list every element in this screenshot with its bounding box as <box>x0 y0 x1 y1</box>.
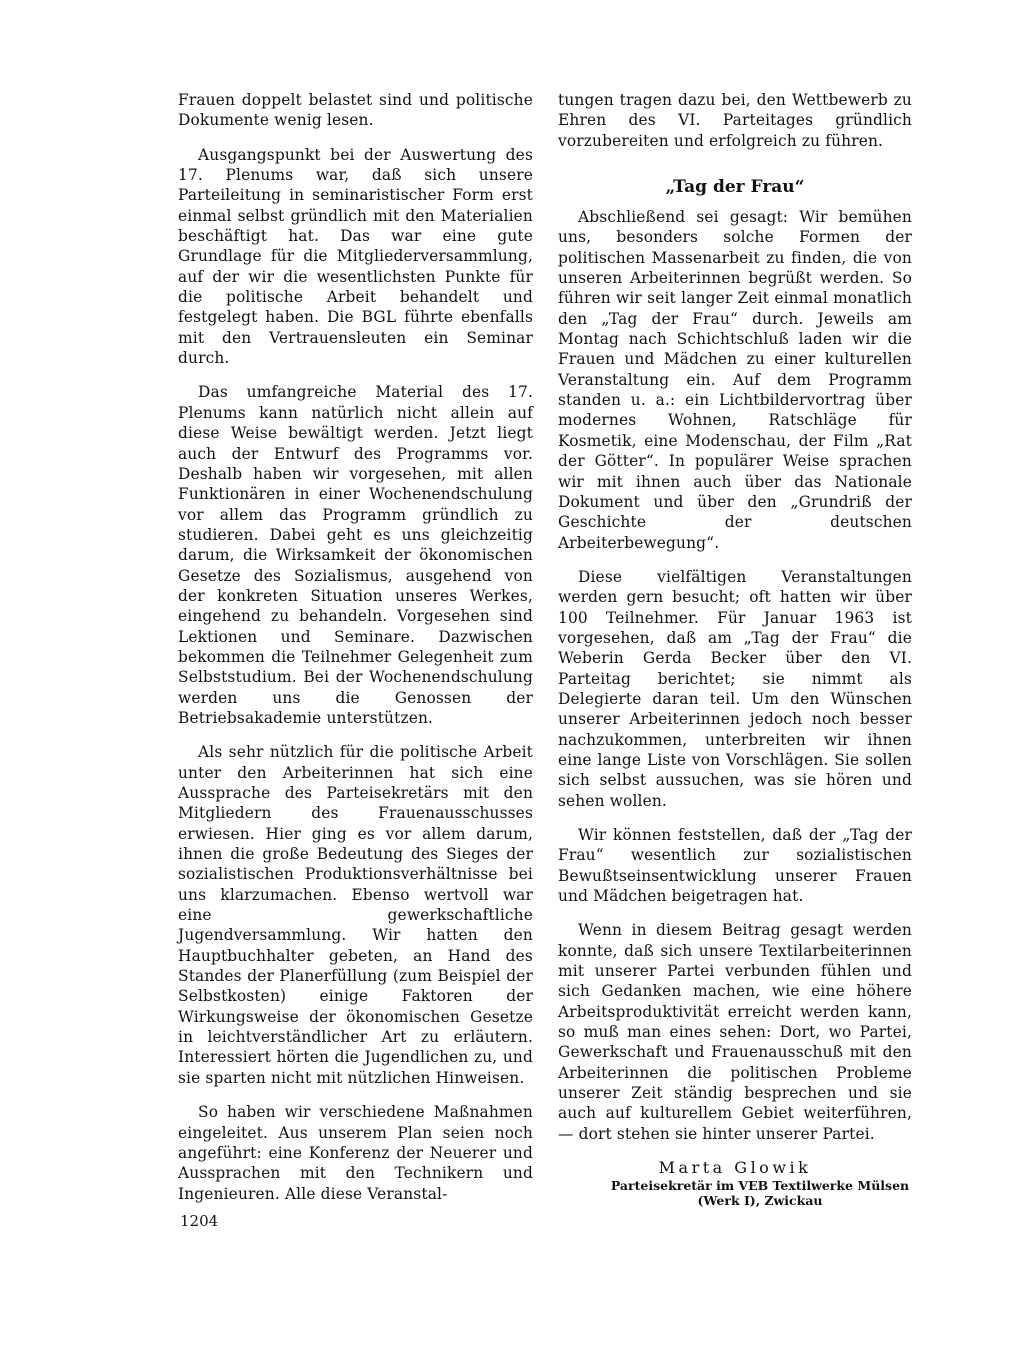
paragraph: Wenn in diesem Beitrag gesagt werden konnte, daß sich unsere Textilarbeiterinnen mit unserer Partei verbunden fühlen und sich Gedanken machen, wie eine höhere Arbeitsproduktivität erreicht werden kann, so muß man eines sehen: Dort, wo Partei, Gewerkschaft und Frauenausschuß mit den Arbeiterinnen die politischen Probleme unserer Zeit ständig besprechen und sie auch auf kulturellem Gebiet weiterführen, — dort stehen sie hinter unserer Partei. <box>558 921 912 1143</box>
paragraph: tungen tragen dazu bei, den Wettbewerb zu Ehren des VI. Parteitages gründlich vorzubereiten und erfolgreich zu führen. <box>558 91 912 150</box>
author-affiliation: (Werk I), Zwickau <box>697 1193 823 1209</box>
paragraph: Wir können feststellen, daß der „Tag der Frau“ wesentlich zur sozialistischen Bewußtseinsentwicklung unserer Frauen und Mädchen beigetragen hat. <box>558 826 912 906</box>
section-heading: „Tag der Frau“ <box>665 177 805 198</box>
paragraph: Als sehr nützlich für die politische Arbeit unter den Arbeiterinnen hat sich eine Aussprache des Parteisekretärs mit den Mitgliedern des Frauenausschusses erwiesen. Hier ging es vor allem darum, ihnen die große Bedeutung des Sieges der sozialistischen Produktionsverhältnisse bei uns klarzumachen. Ebenso wertvoll war eine gewerkschaftliche Jugendversammlung. Wir hatten den Hauptbuchhalter gebeten, an Hand des Standes der Planerfüllung (zum Beispiel der Selbstkosten) einige Faktoren der Wirkungsweise der ökonomischen Gesetze in leichtverständlicher Art zu erläutern. Interessiert hörten die Jugendlichen zu, und sie sparten nicht mit nützlichen Hinweisen. <box>178 743 533 1087</box>
paragraph: Frauen doppelt belastet sind und politische Dokumente wenig lesen. <box>178 91 533 130</box>
paragraph: Diese vielfältigen Veranstaltungen werden gern besucht; oft hatten wir über 100 Teilnehmer. Für Januar 1963 ist vorgesehen, daß am „Tag der Frau“ die Weberin Gerda Becker über den VI. Parteitag berichtet; sie nimmt als Delegierte daran teil. Um den Wünschen unserer Arbeiterinnen jedoch noch besser nachzukommen, unterbreiten wir ihnen eine lange Liste von Vorschlägen. Sie sollen sich selbst aussuchen, was sie hören und sehen wollen. <box>558 567 912 810</box>
paragraph: Das umfangreiche Material des 17. Plenums kann natürlich nicht allein auf diese Weise bewältigt werden. Jetzt liegt auch der Entwurf des Programms vor. Deshalb haben wir vorgesehen, mit allen Funktionären in einer Wochenendschulung vor allem das Programm gründlich zu studieren. Dabei geht es uns gleichzeitig darum, die Wirksamkeit der ökonomischen Gesetze des Sozialismus, ausgehend von der konkreten Situation unseres Werkes, eingehend zu behandeln. Vorgesehen sind Lektionen und Seminare. Dazwischen bekommen die Teilnehmer Gelegenheit zum Selbststudium. Bei der Wochenendschulung werden uns die Genossen der Betriebsakademie unterstützen. <box>178 383 533 727</box>
paragraph: Ausgangspunkt bei der Auswertung des 17. Plenums war, daß sich unsere Parteileitung in seminaristischer Form erst einmal selbst gründlich mit den Materialien beschäftigt hat. Das war eine gute Grundlage für die Mitgliederversammlung, auf der wir die wesentlichsten Punkte für die politische Arbeit behandelt und festgelegt haben. Die BGL führte ebenfalls mit den Vertrauensleuten ein Seminar durch. <box>178 145 533 368</box>
author-affiliation: Parteisekretär im VEB Textilwerke Mülsen <box>610 1178 910 1194</box>
page-number: 1204 <box>180 1212 219 1230</box>
paragraph: So haben wir verschiedene Maßnahmen eingeleitet. Aus unserem Plan seien noch angeführt: eine Konferenz der Neuerer und Aussprachen mit den Technikern und Ingenieuren. Alle diese Veranstal- <box>178 1103 533 1203</box>
right-column <box>558 90 912 1208</box>
left-column <box>178 90 533 1218</box>
paragraph: Abschließend sei gesagt: Wir bemühen uns, besonders solche Formen der politischen Massenarbeit zu finden, die von unseren Arbeiterinnen begrüßt werden. So führen wir seit langer Zeit einmal monatlich den „Tag der Frau“ durch. Jeweils am Montag nach Schichtschluß laden wir die Frauen und Mädchen zu einer kulturellen Veranstaltung ein. Auf dem Programm standen u. a.: ein Lichtbildervortrag über modernes Wohnen, Ratschläge für Kosmetik, eine Modenschau, der Film „Rat der Götter“. In populärer Weise sprachen wir mit ihnen auch über das Nationale Dokument und über den „Grundriß der Geschichte der deutschen Arbeiterbewegung“. <box>558 208 912 552</box>
author-name: Marta Glowik <box>658 1158 812 1178</box>
